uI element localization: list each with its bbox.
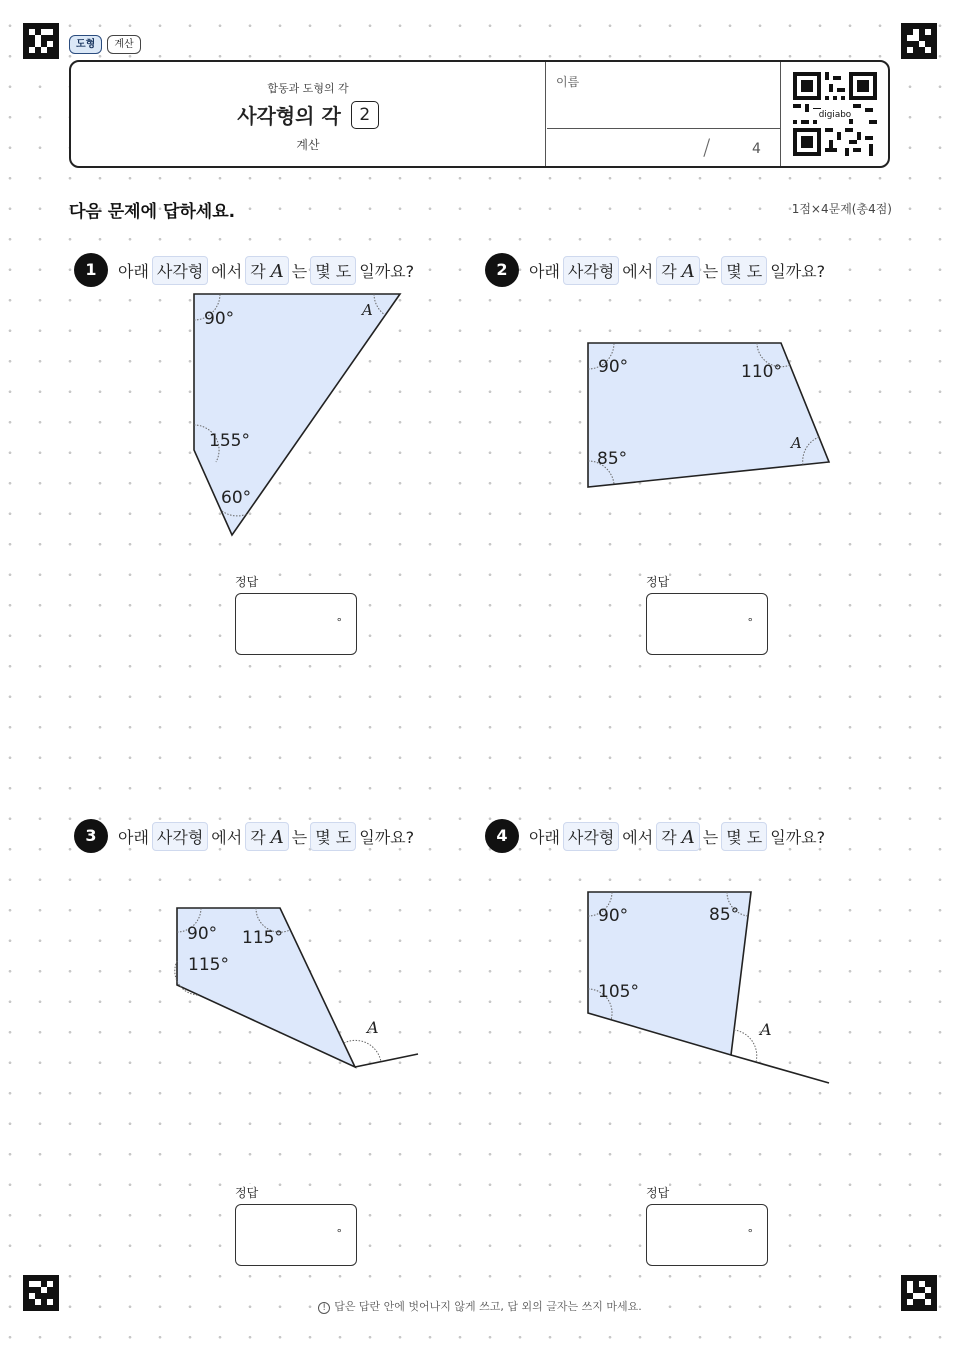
question-1-number: 1 — [74, 253, 108, 287]
q-text-part: 는 — [291, 259, 308, 282]
unknown-angle-label: A — [367, 1018, 379, 1037]
answer-box-4[interactable] — [646, 1204, 768, 1266]
q-text-part: 에서 — [621, 825, 654, 848]
q-text-part: 일까요? — [358, 825, 415, 848]
footer-notice — [0, 1298, 960, 1314]
q-angle-var: A — [681, 827, 695, 848]
angle-label: 90° — [204, 309, 235, 329]
angle-label: 115° — [242, 928, 283, 948]
q-keyword-degrees: 몇 도 — [721, 822, 767, 851]
angle-label: 85° — [709, 905, 740, 925]
q-keyword-shape: 사각형 — [152, 822, 208, 851]
degree-unit: ° — [747, 1227, 753, 1240]
instruction-text: 다음 문제에 답하세요. — [69, 202, 236, 222]
q-text-part: 일까요? — [358, 259, 415, 282]
worksheet-category: 계산 — [296, 138, 320, 152]
degree-unit: ° — [336, 616, 342, 629]
q-keyword-shape: 사각형 — [563, 256, 619, 285]
degree-unit: ° — [747, 616, 753, 629]
name-label: 이름 — [556, 75, 580, 89]
worksheet-number: 2 — [351, 101, 379, 129]
unknown-angle-label: A — [362, 301, 373, 319]
angle-label: 90° — [187, 924, 218, 944]
unknown-angle-label: A — [791, 434, 802, 452]
q-angle-var: A — [270, 827, 284, 848]
question-3-number: 3 — [74, 819, 108, 853]
answer-label: 정답 — [235, 1186, 259, 1200]
q-angle-var: A — [270, 261, 284, 282]
extended-side-line — [731, 1055, 829, 1083]
answer-label: 정답 — [646, 1186, 670, 1200]
q-keyword-shape: 사각형 — [563, 822, 619, 851]
q-keyword-degrees: 몇 도 — [310, 822, 356, 851]
points-info: 1점×4문제(총4점) — [791, 202, 892, 216]
q-text-part: 아래 — [528, 825, 561, 848]
q-keyword-degrees: 몇 도 — [721, 256, 767, 285]
answer-label: 정답 — [235, 575, 259, 589]
q-angle-word: 각 — [250, 262, 266, 281]
q-text-part: 일까요? — [769, 825, 826, 848]
answer-label: 정답 — [646, 575, 670, 589]
angle-label: 90° — [598, 357, 629, 377]
warning-icon: ! — [318, 1302, 330, 1314]
footer-text: 답은 답란 안에 벗어나지 않게 쓰고, 답 외의 글자는 쓰지 마세요. — [334, 1300, 642, 1313]
angle-label: 60° — [221, 488, 252, 508]
q-keyword-degrees: 몇 도 — [310, 256, 356, 285]
question-4-number: 4 — [485, 819, 519, 853]
q-text-part: 에서 — [210, 825, 243, 848]
score-total: 4 — [752, 141, 761, 157]
tag-calculation: 계산 — [107, 35, 140, 54]
unit-subtitle: 합동과 도형의 각 — [267, 82, 349, 95]
angle-label: 115° — [188, 955, 229, 975]
q-angle-word: 각 — [661, 828, 677, 847]
angle-label: 110° — [741, 362, 782, 382]
worksheet-title-text: 사각형의 각 — [237, 104, 341, 128]
q-angle-var: A — [681, 261, 695, 282]
q-text-part: 아래 — [117, 825, 150, 848]
q-text-part: 는 — [291, 825, 308, 848]
angle-label: 105° — [598, 982, 639, 1002]
question-2-number: 2 — [485, 253, 519, 287]
q-keyword-shape: 사각형 — [152, 256, 208, 285]
q-text-part: 아래 — [117, 259, 150, 282]
qr-brand-label: digiabo — [818, 109, 852, 120]
q-text-part: 아래 — [528, 259, 561, 282]
q-text-part: 에서 — [621, 259, 654, 282]
q-text-part: 는 — [702, 825, 719, 848]
angle-label: 90° — [598, 906, 629, 926]
q-text-part: 에서 — [210, 259, 243, 282]
angle-label: 85° — [597, 449, 628, 469]
q-angle-word: 각 — [661, 262, 677, 281]
score-slash: / — [703, 136, 711, 161]
q-angle-word: 각 — [250, 828, 266, 847]
tag-shape: 도형 — [69, 35, 102, 54]
q-text-part: 는 — [702, 259, 719, 282]
degree-unit: ° — [336, 1227, 342, 1240]
q-text-part: 일까요? — [769, 259, 826, 282]
unknown-angle-label: A — [760, 1020, 772, 1039]
angle-label: 155° — [209, 431, 250, 451]
